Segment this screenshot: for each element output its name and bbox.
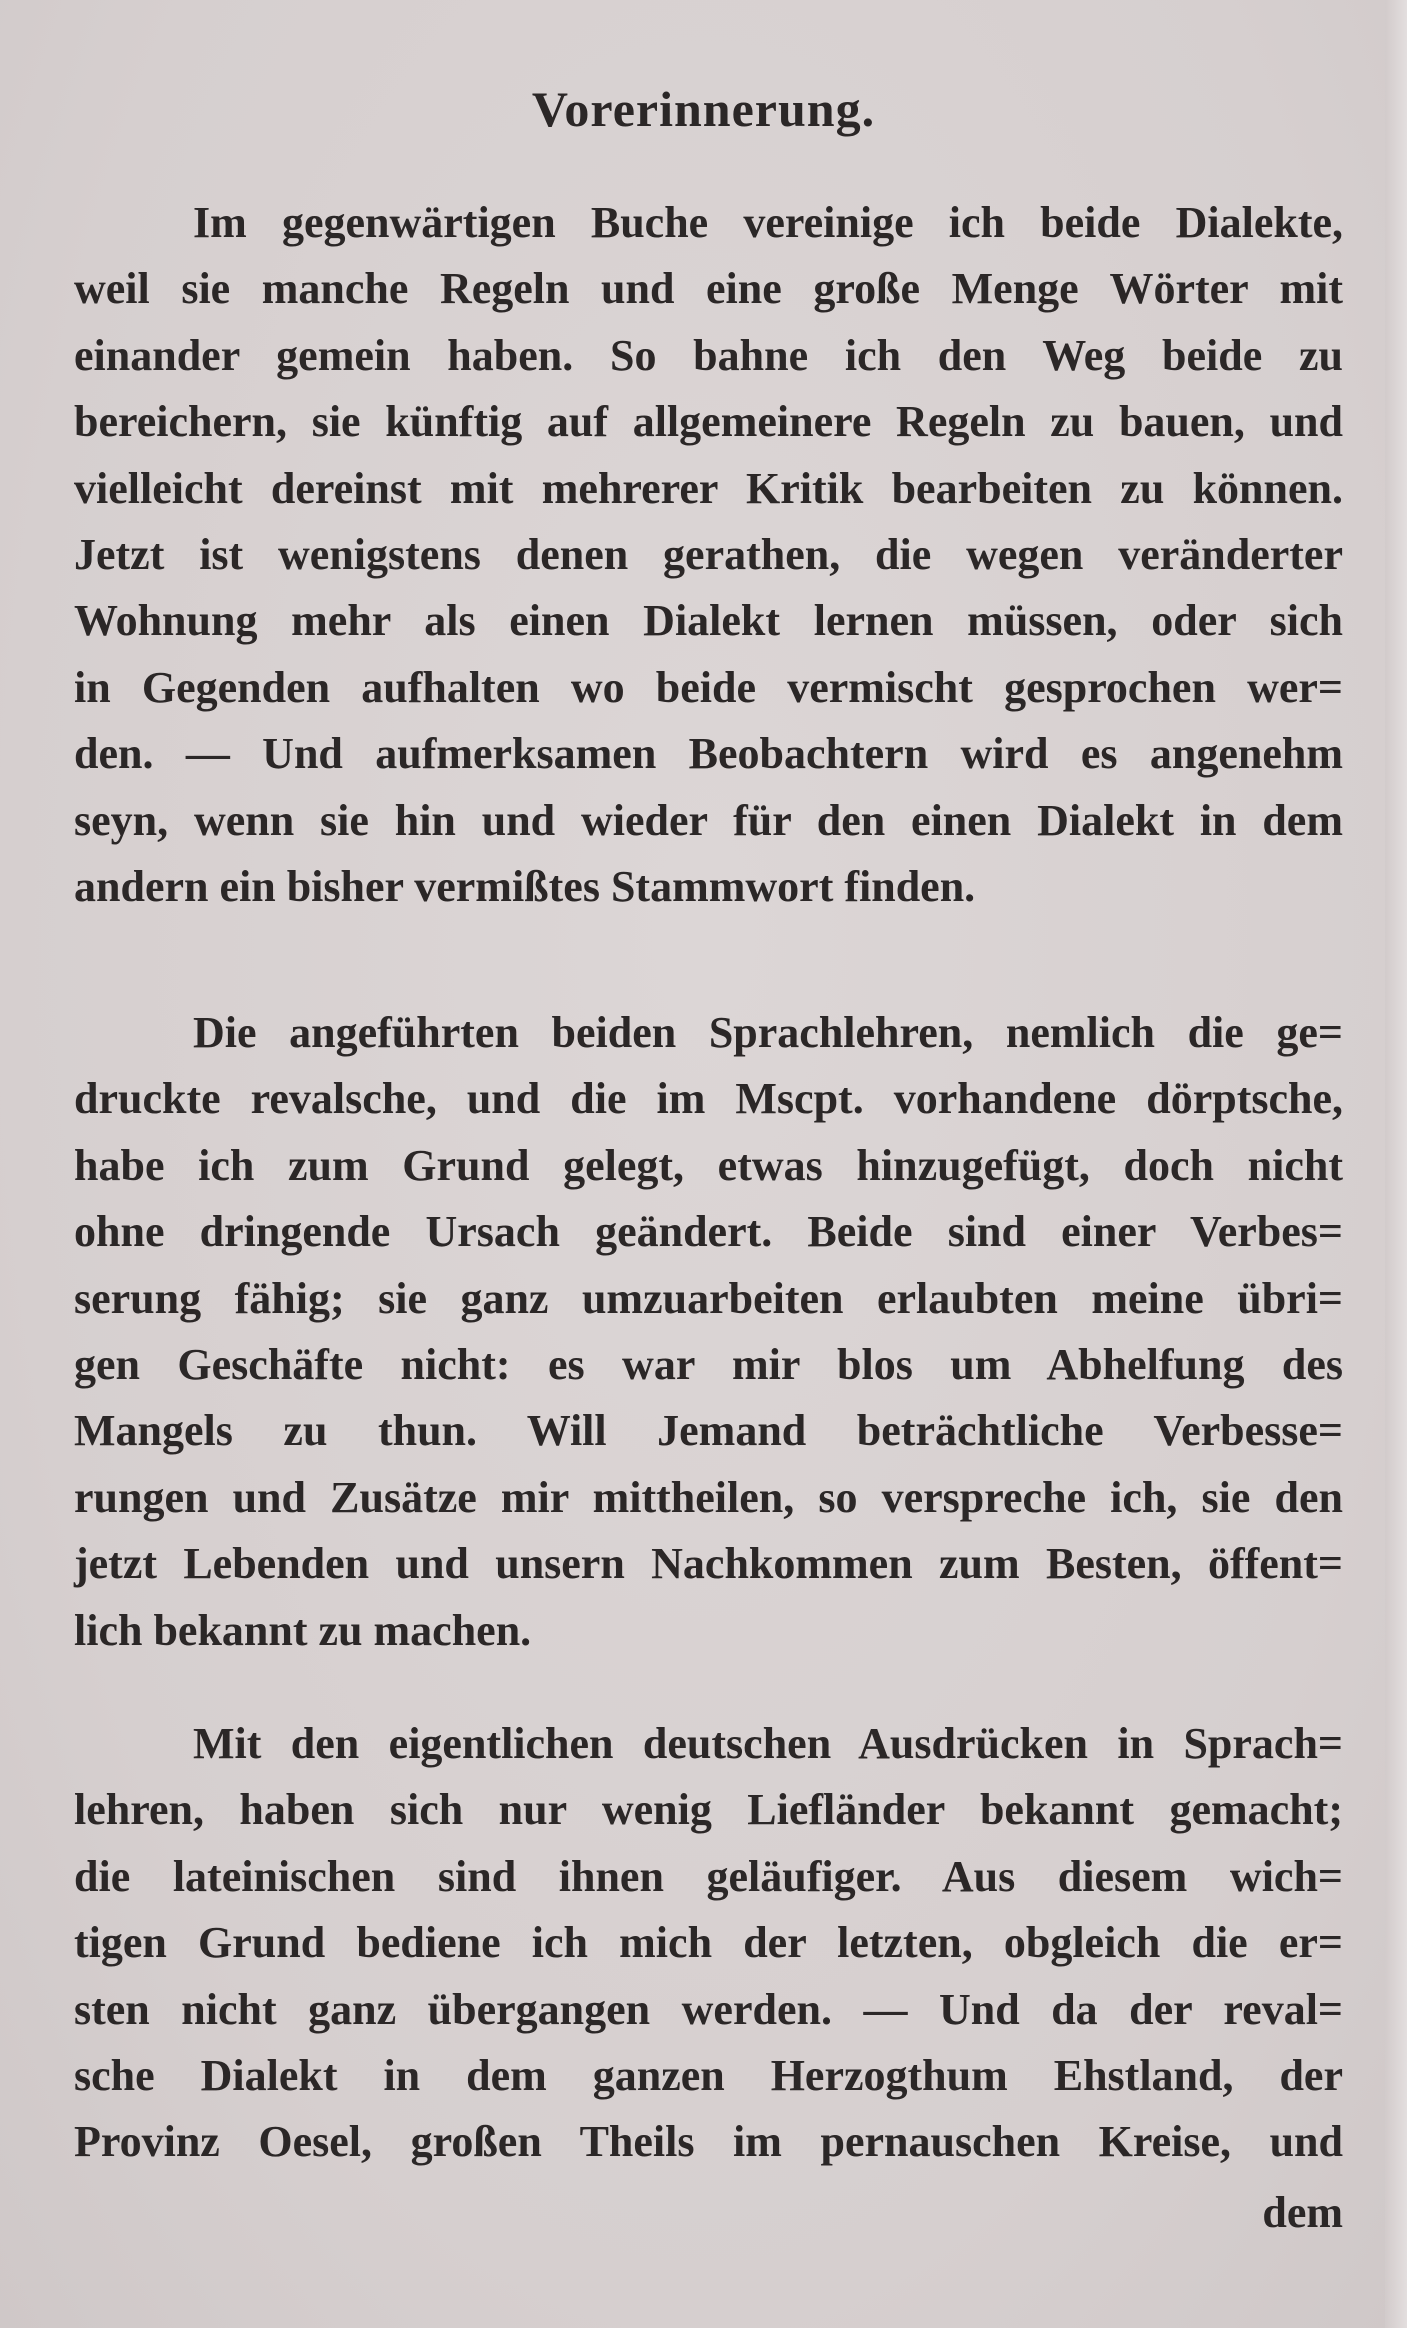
text-line: jetzt Lebenden und unsern Nachkommen zum Besten, öffent= <box>74 1539 1343 1589</box>
text-line: andern ein bisher vermißtes Stammwort finden. <box>74 862 976 911</box>
text-line: Mangels zu thun. Will Jemand beträchtliche Verbesse= <box>74 1406 1343 1456</box>
text-line: lehren, haben sich nur wenig Liefländer bekannt gemacht; <box>74 1785 1343 1835</box>
text-line: Im gegenwärtigen Buche vereinige ich beide Dialekte, <box>193 198 1343 247</box>
catchword: dem <box>1262 2188 1343 2237</box>
text-line: Die angeführten beiden Sprachlehren, nemlich die ge= <box>193 1008 1343 1057</box>
text-line: tigen Grund bediene ich mich der letzten, obgleich die er= <box>74 1918 1343 1968</box>
text-line: Jetzt ist wenigstens denen gerathen, die wegen veränderter <box>74 530 1343 579</box>
text-line: druckte revalsche, und die im Mscpt. vorhandene dörptsche, <box>74 1074 1343 1124</box>
text-line: den. — Und aufmerksamen Beobachtern wird es angenehm <box>74 729 1343 779</box>
text-line: weil sie manche Regeln und eine große Menge Wörter mit <box>74 264 1343 314</box>
text-line: gen Geschäfte nicht: es war mir blos um Abhelfung des <box>74 1340 1343 1389</box>
text-line: serung fähig; sie ganz umzuarbeiten erlaubten meine übri= <box>74 1273 1343 1323</box>
text-line: vielleicht dereinst mit mehrerer Kritik bearbeiten zu können. <box>74 463 1343 513</box>
text-line: habe ich zum Grund gelegt, etwas hinzugefügt, doch nicht <box>74 1140 1343 1190</box>
text-line: sten nicht ganz übergangen werden. — Und da der reval= <box>74 1984 1343 2034</box>
text-line: Wohnung mehr als einen Dialekt lernen müssen, oder sich <box>74 596 1343 646</box>
text-line: sche Dialekt in dem ganzen Herzogthum Ehstland, der <box>74 2051 1343 2100</box>
page-title: Vorerinnerung. <box>531 81 876 137</box>
text-line: die lateinischen sind ihnen geläufiger. Aus diesem wich= <box>74 1851 1343 1901</box>
text-line: lich bekannt zu machen. <box>74 1605 532 1655</box>
text-line: Mit den eigentlichen deutschen Ausdrücken in Sprach= <box>193 1719 1343 1768</box>
text-line: bereichern, sie künftig auf allgemeinere Regeln zu bauen, und <box>74 397 1343 447</box>
text-line: einander gemein haben. So bahne ich den Weg beide zu <box>74 330 1343 380</box>
text-line: seyn, wenn sie hin und wieder für den einen Dialekt in dem <box>74 795 1343 845</box>
text-line: Provinz Oesel, großen Theils im pernauschen Kreise, und <box>74 2117 1343 2167</box>
text-line: in Gegenden aufhalten wo beide vermischt gesprochen wer= <box>74 662 1343 712</box>
page-edge <box>1385 0 1407 2328</box>
text-line: rungen und Zusätze mir mittheilen, so verspreche ich, sie den <box>74 1472 1343 1522</box>
text-line: ohne dringende Ursach geändert. Beide sind einer Verbes= <box>74 1207 1343 1257</box>
